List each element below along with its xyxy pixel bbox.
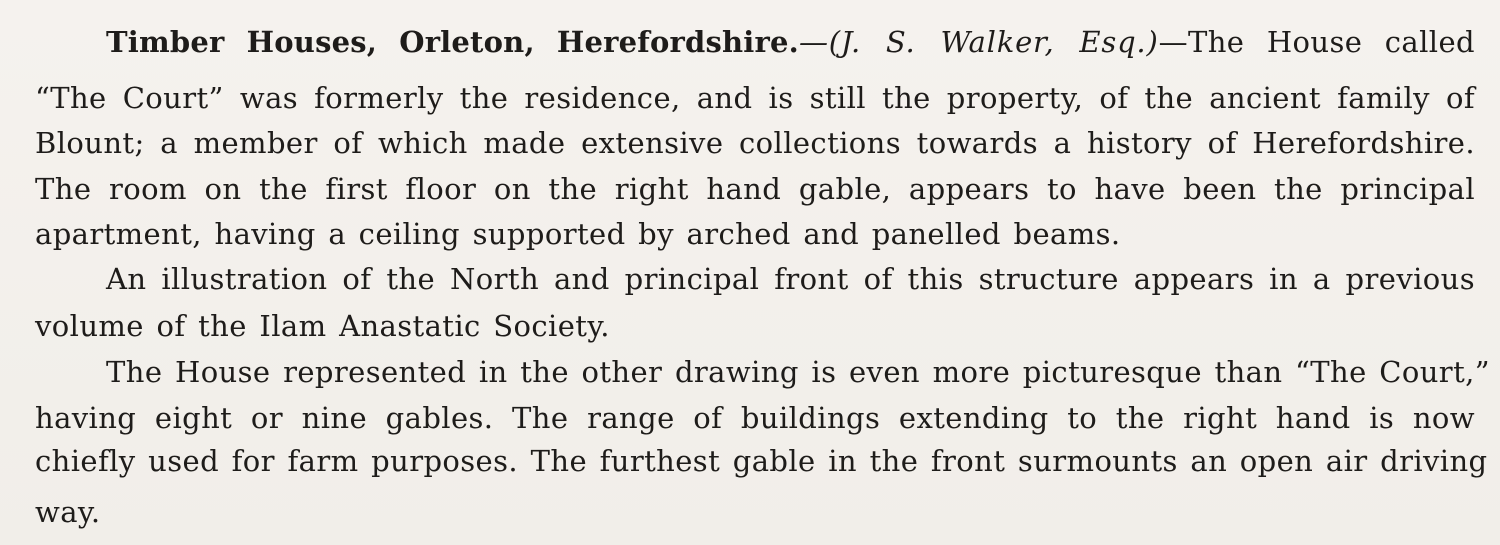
paragraph-1-line-4: The room on the first floor on the right hand gable, appears to have been the principal: [35, 172, 1475, 206]
paragraph-2-line-2: volume of the Ilam Anastatic Society.: [35, 309, 610, 343]
paragraph-1-line-3: Blount; a member of which made extensive collections towards a history of Herefordshire.: [35, 126, 1475, 160]
paragraph-1-line-5: apartment, having a ceiling supported by arched and panelled beams.: [35, 217, 1121, 251]
paragraph-3-line-4: way.: [35, 495, 101, 529]
author-attribution: —(J. S. Walker, Esq.): [798, 25, 1159, 59]
article-title: Timber Houses, Orleton, Herefordshire.: [106, 25, 799, 59]
heading-line: [106, 22, 1475, 62]
paragraph-3-line-1: The House represented in the other drawing is even more picturesque than “The Court,”: [106, 355, 1490, 389]
paragraph-3-line-2: having eight or nine gables. The range of buildings extending to the right hand is now: [35, 401, 1475, 435]
paragraph-1-line-2: “The Court” was formerly the residence, and is still the property, of the ancient family of: [35, 81, 1475, 115]
paragraph-2-line-1: An illustration of the North and principal front of this structure appears in a previous: [106, 262, 1475, 296]
heading-continuation: —The House called: [1158, 25, 1476, 59]
paragraph-3-line-3: chiefly used for farm purposes. The furthest gable in the front surmounts an open air driving: [35, 444, 1488, 478]
